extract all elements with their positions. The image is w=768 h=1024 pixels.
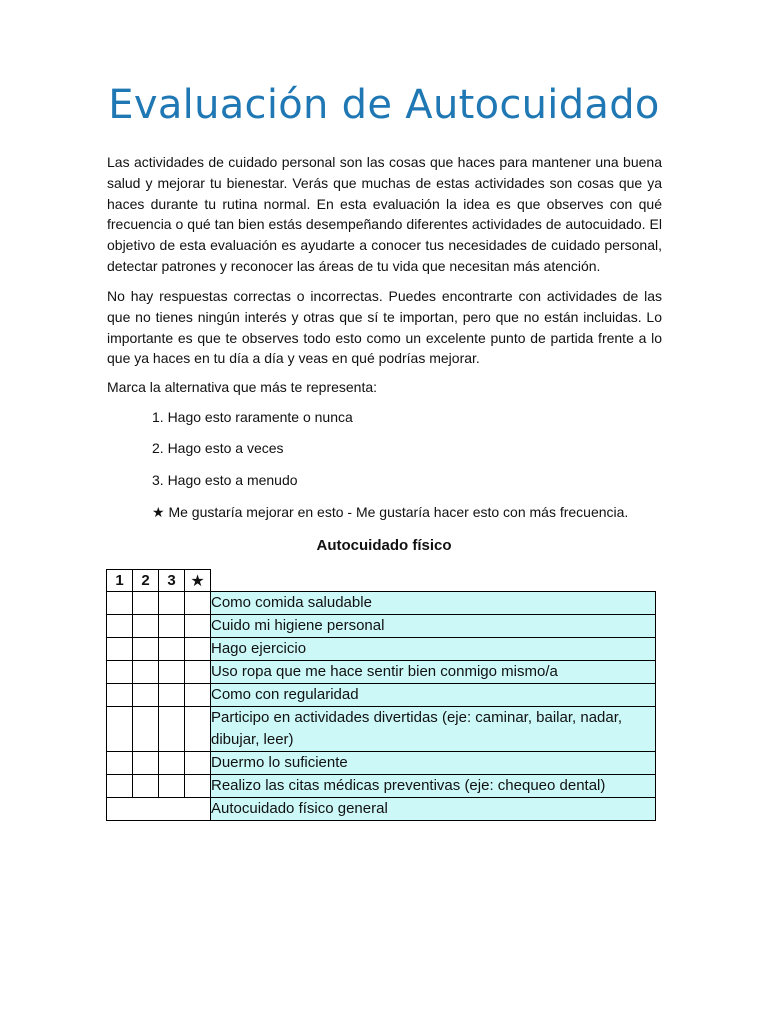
item-label: Cuido mi higiene personal (211, 615, 656, 638)
header-star-icon: ★ (185, 570, 211, 592)
checkbox-cell-star[interactable] (185, 661, 211, 684)
item-label: Participo en actividades divertidas (eje: caminar, bailar, nadar, dibujar, leer) (211, 707, 656, 752)
table-row (107, 661, 656, 684)
checkbox-cell-2[interactable] (133, 775, 159, 798)
item-label: Como con regularidad (211, 684, 656, 707)
checkbox-cell-2[interactable] (133, 684, 159, 707)
checkbox-cell-2[interactable] (133, 615, 159, 638)
header-col-1: 1 (107, 570, 133, 592)
checkbox-cell-2[interactable] (133, 661, 159, 684)
summary-row (107, 798, 656, 821)
checkbox-cell-2[interactable] (133, 592, 159, 615)
header-col-3: 3 (159, 570, 185, 592)
option-2-text: 2. Hago esto a veces (152, 440, 284, 456)
checkbox-cell-3[interactable] (159, 592, 185, 615)
table-row (107, 592, 656, 615)
checkbox-cell-star[interactable] (185, 684, 211, 707)
checkbox-cell-1[interactable] (107, 661, 133, 684)
checkbox-cell-star[interactable] (185, 615, 211, 638)
item-label: Duermo lo suficiente (211, 752, 656, 775)
summary-rating-cell[interactable] (107, 798, 211, 821)
item-label: Hago ejercicio (211, 638, 656, 661)
checkbox-cell-3[interactable] (159, 707, 185, 752)
page-title: Evaluación de Autocuidado (108, 82, 660, 128)
checkbox-cell-1[interactable] (107, 684, 133, 707)
checkbox-cell-star[interactable] (185, 638, 211, 661)
checkbox-cell-star[interactable] (185, 592, 211, 615)
checkbox-cell-3[interactable] (159, 615, 185, 638)
checkbox-cell-star[interactable] (185, 775, 211, 798)
intro-paragraph-2: No hay respuestas correctas o incorrectas. Puedes encontrarte con actividades de las que no tienes ningún interés y otras que sí te importan, pero que no están incluidas. Lo importante es que te observes todo esto como un excelente punto de partida frente a lo que ya haces en tu día a día y veas en qué podrías mejorar. (107, 288, 662, 367)
checkbox-cell-1[interactable] (107, 592, 133, 615)
table-header-row (107, 570, 656, 592)
option-star-text: ★ Me gustaría mejorar en esto - Me gustaría hacer esto con más frecuencia. (152, 504, 629, 520)
summary-label: Autocuidado físico general (211, 798, 656, 821)
intro-paragraph-1: Las actividades de cuidado personal son las cosas que haces para mantener una buena salud y mejorar tu bienestar. Verás que muchas de estas actividades son cosas que ya haces durante tu rutina normal. En esta evaluación la idea es que observes con qué frecuencia o qué tan bien estás desempeñando diferentes actividades de autocuidado. El objetivo de esta evaluación es ayudarte a conocer tus necesidades de cuidado personal, detectar patrones y reconocer las áreas de tu vida que necesitan más atención. (107, 154, 662, 274)
checkbox-cell-1[interactable] (107, 707, 133, 752)
item-label: Como comida saludable (211, 592, 656, 615)
checkbox-cell-1[interactable] (107, 775, 133, 798)
item-label: Uso ropa que me hace sentir bien conmigo mismo/a (211, 661, 656, 684)
table-row (107, 775, 656, 798)
checkbox-cell-1[interactable] (107, 638, 133, 661)
checkbox-cell-star[interactable] (185, 752, 211, 775)
header-col-2: 2 (133, 570, 159, 592)
checkbox-cell-3[interactable] (159, 684, 185, 707)
checkbox-cell-1[interactable] (107, 615, 133, 638)
checkbox-cell-3[interactable] (159, 638, 185, 661)
option-3-text: 3. Hago esto a menudo (152, 472, 298, 488)
checkbox-cell-2[interactable] (133, 638, 159, 661)
table-row (107, 638, 656, 661)
instruction-text: Marca la alternativa que más te representa: (107, 379, 378, 395)
checkbox-cell-3[interactable] (159, 775, 185, 798)
table-row (107, 684, 656, 707)
item-label: Realizo las citas médicas preventivas (eje: chequeo dental) (211, 775, 656, 798)
table-row (107, 752, 656, 775)
assessment-table (106, 569, 656, 821)
header-blank (211, 570, 656, 592)
section-title: Autocuidado físico (316, 537, 452, 554)
checkbox-cell-star[interactable] (185, 707, 211, 752)
checkbox-cell-1[interactable] (107, 752, 133, 775)
checkbox-cell-3[interactable] (159, 661, 185, 684)
checkbox-cell-2[interactable] (133, 707, 159, 752)
checkbox-cell-2[interactable] (133, 752, 159, 775)
table-row (107, 615, 656, 638)
option-1-text: 1. Hago esto raramente o nunca (152, 409, 353, 425)
table-row (107, 707, 656, 752)
checkbox-cell-3[interactable] (159, 752, 185, 775)
